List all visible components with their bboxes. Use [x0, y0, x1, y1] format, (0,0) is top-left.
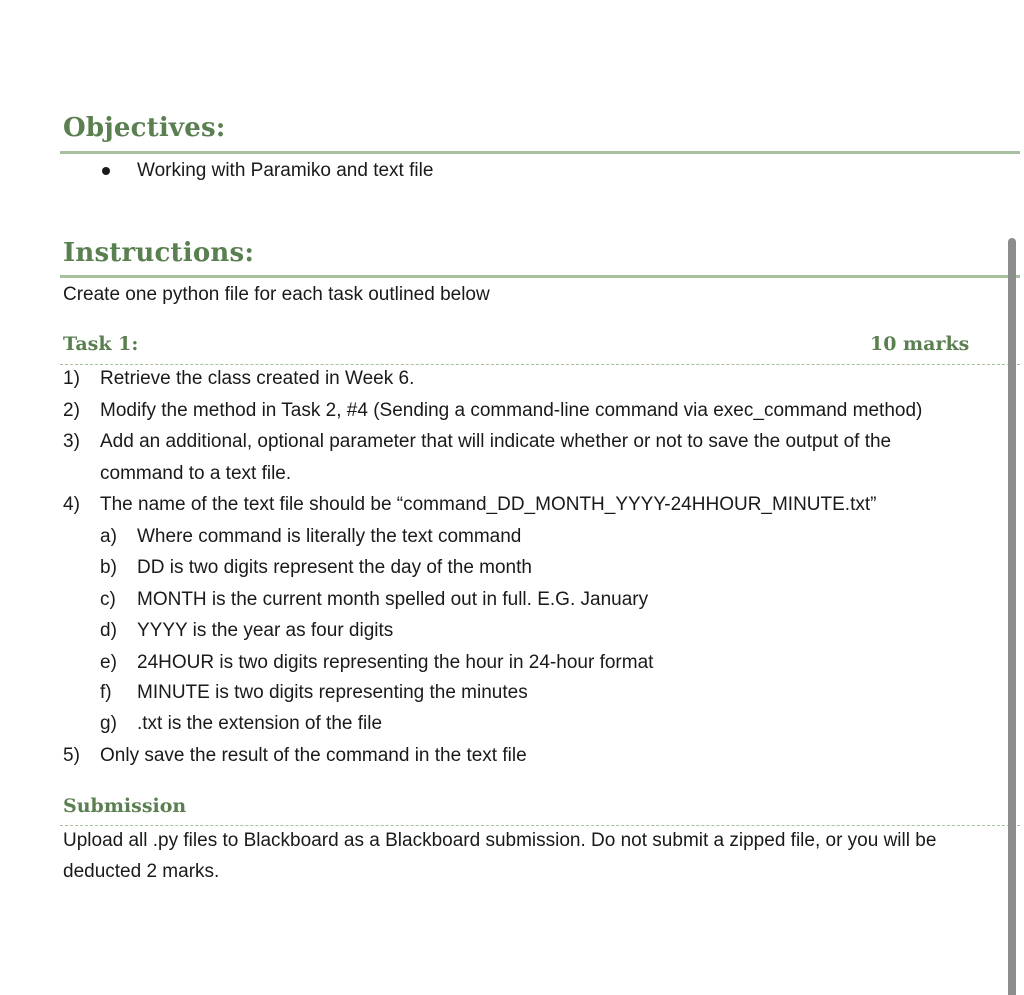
step-text: Add an additional, optional parameter that will indicate whether or not to save the output of the: [100, 431, 892, 452]
substep-letter: f): [100, 682, 112, 703]
objectives-divider: [60, 151, 1020, 154]
substep-text: .txt is the extension of the file: [137, 713, 383, 734]
step-text: Retrieve the class created in Week 6.: [100, 368, 415, 389]
step-number: 3): [63, 431, 80, 452]
substep-letter: g): [100, 713, 117, 734]
step-text-continued: command to a text file.: [100, 463, 292, 484]
bullet-icon: [102, 167, 110, 175]
step-text: Modify the method in Task 2, #4 (Sending a command-line command via exec_command method): [100, 400, 923, 421]
submission-heading: Submission: [63, 795, 187, 817]
substep-letter: b): [100, 557, 117, 578]
task1-divider: [60, 364, 1020, 365]
objectives-heading: Objectives:: [63, 113, 226, 143]
step-number: 2): [63, 400, 80, 421]
substep-text: DD is two digits represent the day of the month: [137, 557, 532, 578]
instructions-divider: [60, 275, 1020, 278]
substep-letter: c): [100, 589, 116, 610]
substep-text: YYYY is the year as four digits: [137, 620, 394, 641]
task1-marks: 10 marks: [870, 333, 970, 355]
objective-item: Working with Paramiko and text file: [137, 160, 434, 181]
substep-text: 24HOUR is two digits representing the hour in 24-hour format: [137, 652, 654, 673]
step-text: Only save the result of the command in the text file: [100, 745, 527, 766]
substep-letter: e): [100, 652, 117, 673]
substep-letter: d): [100, 620, 117, 641]
substep-text: Where command is literally the text command: [137, 526, 522, 547]
submission-divider: [60, 825, 1020, 826]
instructions-intro: Create one python file for each task outlined below: [63, 284, 490, 305]
substep-letter: a): [100, 526, 117, 547]
step-number: 5): [63, 745, 80, 766]
submission-text-continued: deducted 2 marks.: [63, 861, 220, 882]
instructions-heading: Instructions:: [63, 238, 255, 268]
vertical-scrollbar[interactable]: [1008, 238, 1016, 995]
substep-text: MINUTE is two digits representing the minutes: [137, 682, 528, 703]
submission-text: Upload all .py files to Blackboard as a Blackboard submission. Do not submit a zipped file, or you will be: [63, 830, 937, 851]
step-number: 4): [63, 494, 80, 515]
step-text: The name of the text file should be “command_DD_MONTH_YYYY-24HHOUR_MINUTE.txt”: [100, 494, 877, 515]
substep-text: MONTH is the current month spelled out in full. E.G. January: [137, 589, 649, 610]
task1-heading: Task 1:: [63, 333, 139, 355]
step-number: 1): [63, 368, 80, 389]
